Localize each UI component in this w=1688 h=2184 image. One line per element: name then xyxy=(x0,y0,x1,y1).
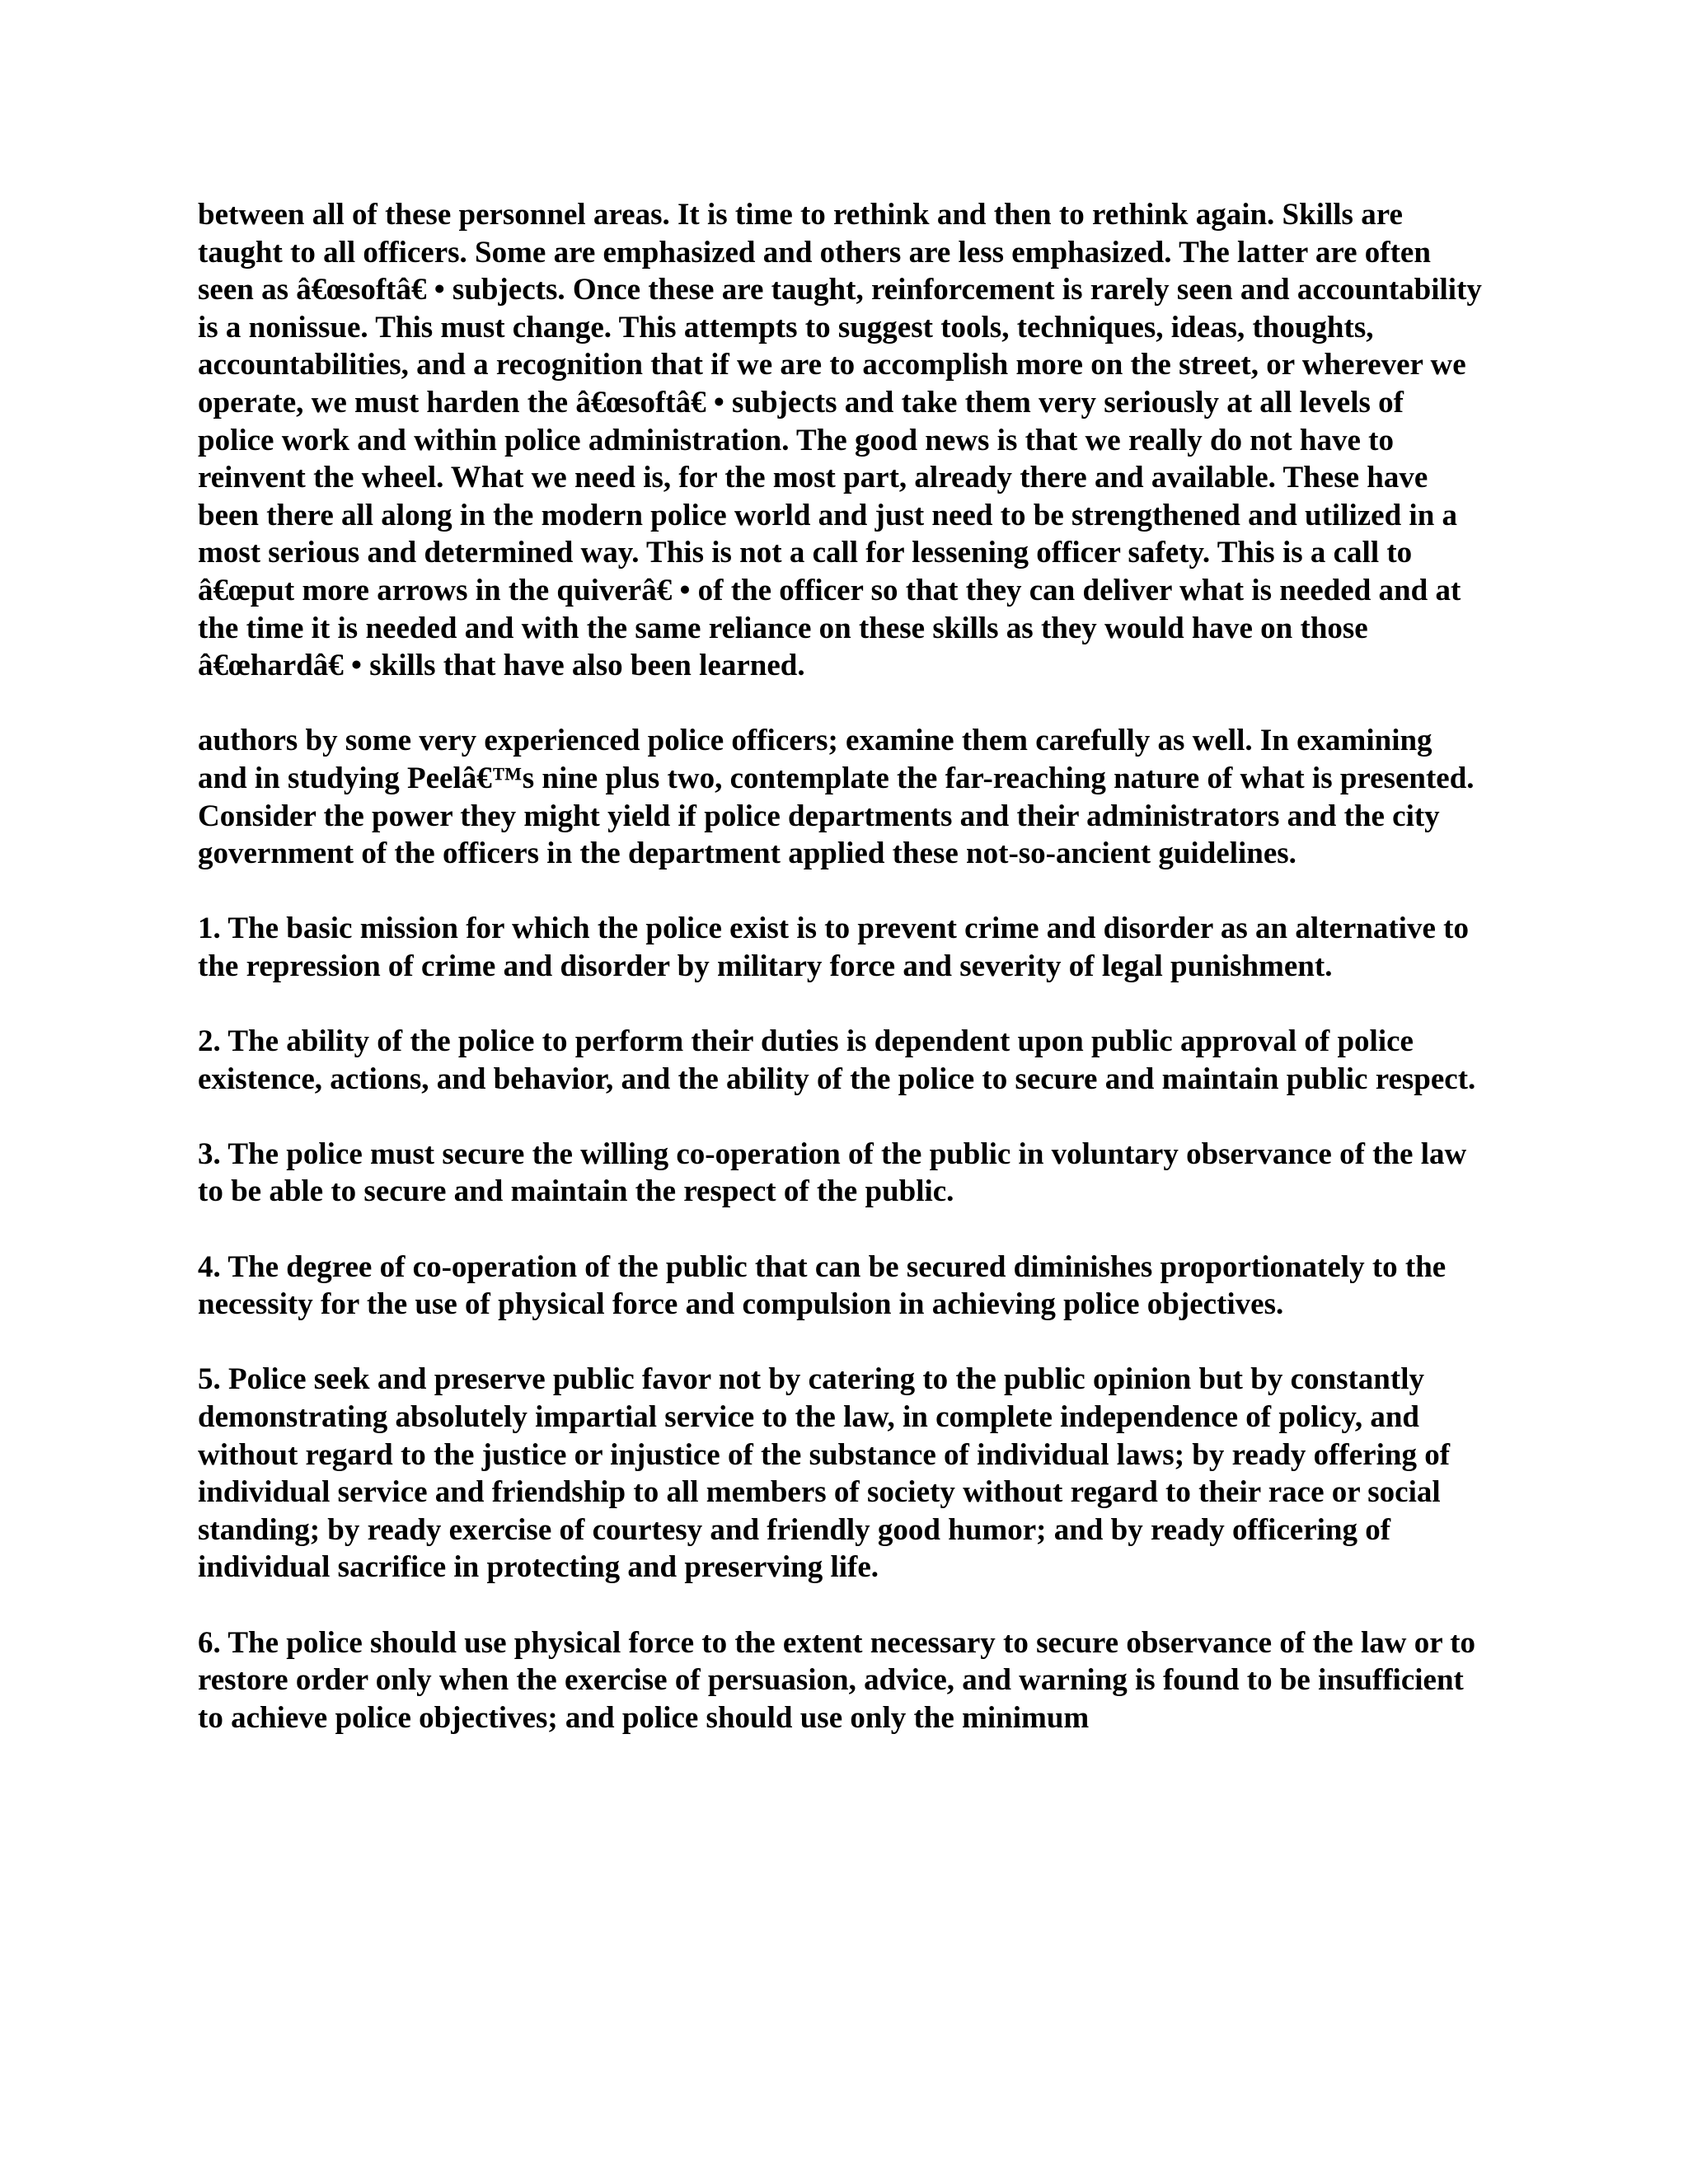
principle-3: 3. The police must secure the willing co-operation of the public in voluntary observance of the law to be able to secure and maintain the respect of the public. xyxy=(198,1137,1467,1209)
principle-2: 2. The ability of the police to perform their duties is dependent upon public approval of police existence, actions, and behavior, and the ability of the police to secure and maintain public respect. xyxy=(198,1024,1476,1096)
principle-1: 1. The basic mission for which the police exist is to prevent crime and disorder as an alternative to the repression of crime and disorder by military force and severity of legal punishment. xyxy=(198,912,1469,983)
paragraph-intro-continuation: between all of these personnel areas. It is time to rethink and then to rethink again. Skills are taught to all officers. Some are emphasized and others are less emphasized. The latter are often seen as â€œsoftâ€ • subjects. Once these are taught, reinforcement is rarely seen and accountability is a nonissue. This must change. This attempts to suggest tools, techniques, ideas, thoughts, accountabilities, and a recognition that if we are to accomplish more on the street, or wherever we operate, we must harden the â€œsoftâ€ • subjects and take them very seriously at all levels of police work and within police administration. The good news is that we really do not have to reinvent the wheel. What we need is, for the most part, already there and available. These have been there all along in the modern police world and just need to be strengthened and utilized in a most serious and determined way. This is not a call for lessening officer safety. This is a call to â€œput more arrows in the quiverâ€ • of the officer so that they can deliver what is needed and at the time it is needed and with the same reliance on these skills as they would have on those â€œhardâ€ • skills that have also been learned. xyxy=(198,198,1482,683)
principle-4: 4. The degree of co-operation of the public that can be secured diminishes proportionately to the necessity for the use of physical force and compulsion in achieving police objectives. xyxy=(198,1249,1447,1322)
principle-5: 5. Police seek and preserve public favor not by catering to the public opinion but by constantly demonstrating absolutely impartial service to the law, in complete independence of policy, and without regard to the justice or injustice of the substance of individual laws; by ready offering of individual service and friendship to all members of society without regard to their race or social standing; by ready exercise of courtesy and friendly good humor; and by ready officering of individual sacrifice in protecting and preserving life. xyxy=(198,1362,1451,1585)
principle-6: 6. The police should use physical force to the extent necessary to secure observance of the law or to restore order only when the exercise of persuasion, advice, and warning is found to be insufficient to achieve police objectives; and police should use only the minimum xyxy=(198,1625,1476,1735)
paragraph-peel-intro: authors by some very experienced police officers; examine them carefully as well. In examining and in studying Peelâ€™s nine plus two, contemplate the far-reaching nature of what is presented. Consider the power they might yield if police departments and their administrators and the city government of the officers in the department applied these not-so-ancient guidelines. xyxy=(198,724,1475,871)
body-text xyxy=(198,196,1484,1736)
